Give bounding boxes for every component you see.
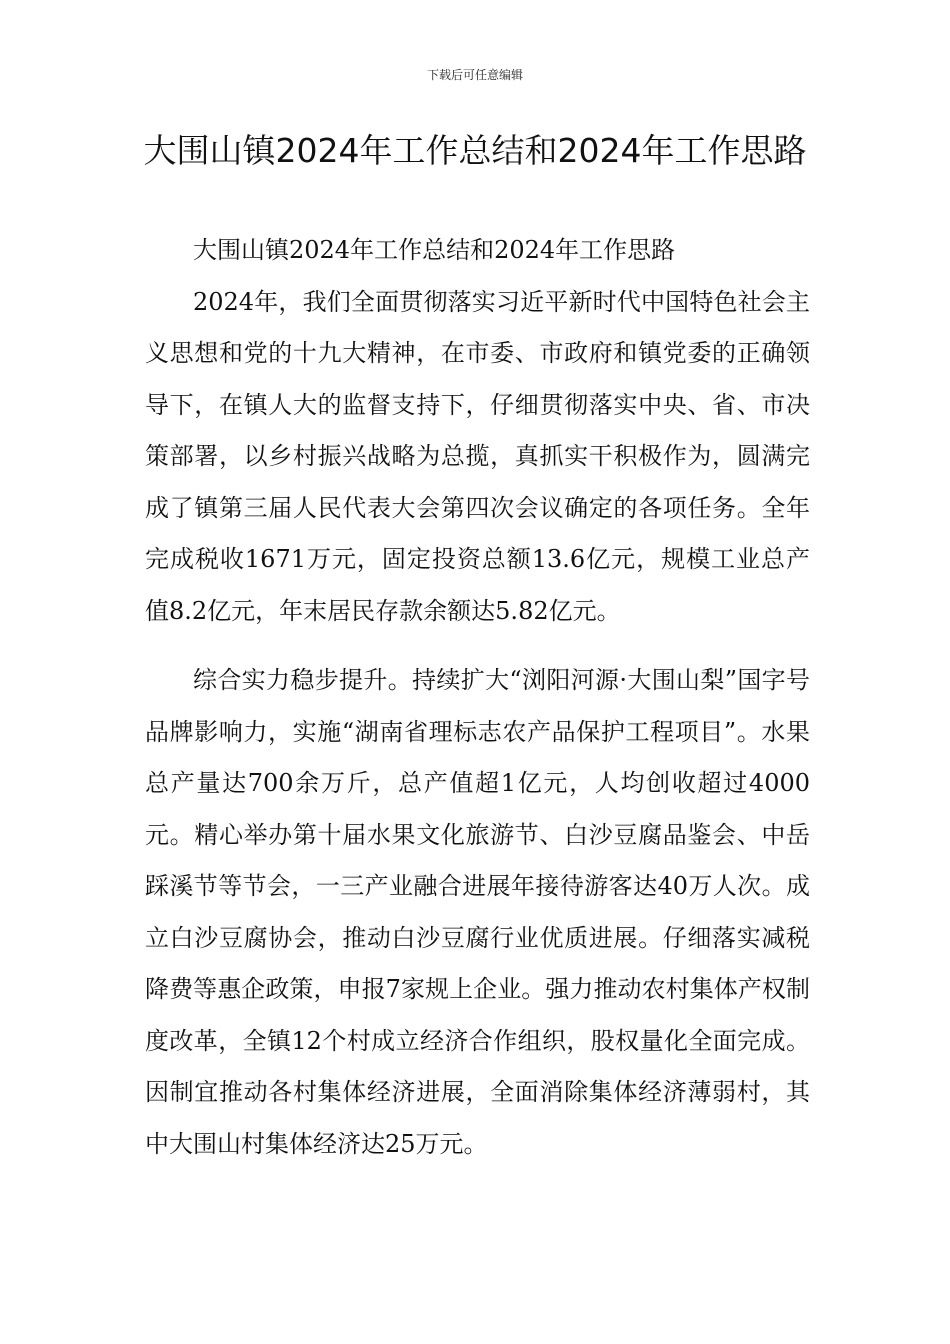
document-subtitle: 大围山镇2024年工作总结和2024年工作思路 [193,236,676,264]
paragraph-intro: 2024年，我们全面贯彻落实习近平新时代中国特色社会主义思想和党的十九大精神，在市委、市政府和镇党委的正确领导下，在镇人大的监督支持下，仔细贯彻落实中央、省、市决策部署，以乡村振兴战略为总揽，真抓实干积极作为，圆满完成了镇第三届人民代表大会第四次会议确定的各项任务。全年完成税收1671万元，固定投资总额13.6亿元，规模工业总产值8.2亿元，年末居民存款余额达5.82亿元。 [145,287,810,625]
document-title: 大围山镇2024年工作总结和2024年工作思路 [143,131,807,170]
paragraph-economy: 综合实力稳步提升。持续扩大“浏阳河源·大围山梨”国字号品牌影响力，实施“湖南省理标志农产品保护工程项目”。水果总产量达700余万斤，总产值超1亿元，人均创收超过4000元。精心举办第十届水果文化旅游节、白沙豆腐品鉴会、中岳踩溪节等节会，一三产业融合进展年接待游客达40万人次。成立白沙豆腐协会，推动白沙豆腐行业优质进展。仔细落实减税降费等惠企政策，申报7家规上企业。强力推动农村集体产权制度改革，全镇12个村成立经济合作组织，股权量化全面完成。因制宜推动各村集体经济进展，全面消除集体经济薄弱村，其中大围山村集体经济达25万元。 [145,666,810,1158]
document-body [145,225,810,1170]
header-note: 下载后可任意编辑 [426,68,523,82]
